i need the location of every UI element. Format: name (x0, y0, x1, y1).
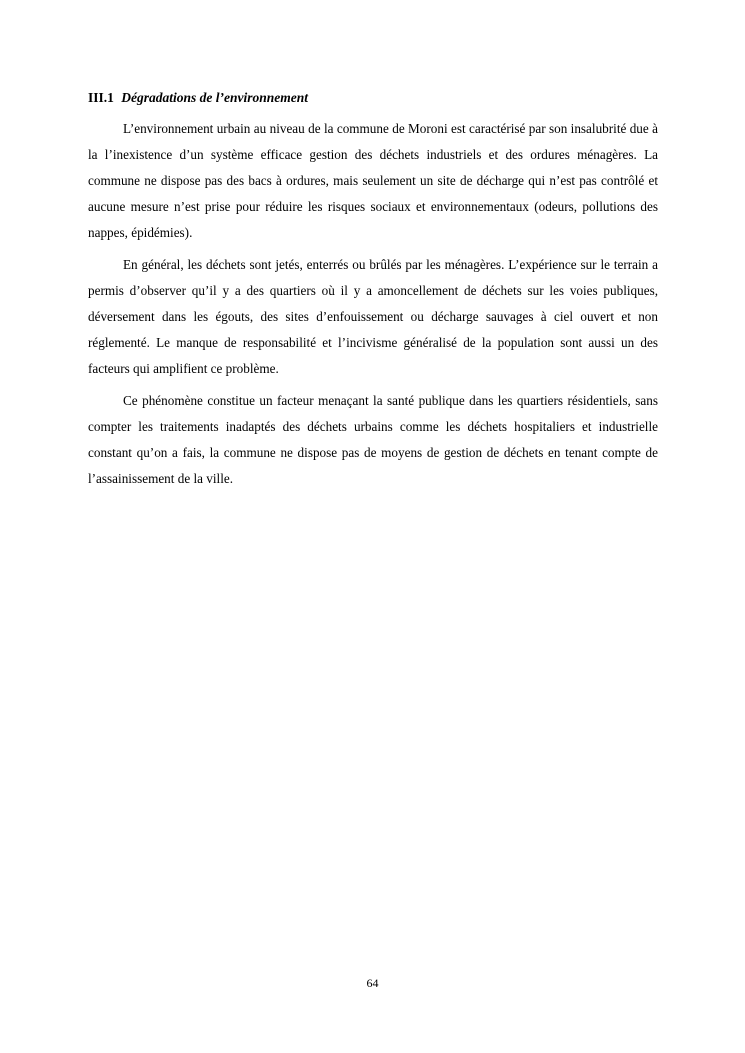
paragraph-3: Ce phénomène constitue un facteur menaçant la santé publique dans les quartiers résidentiels, sans compter les traitements inadaptés des déchets urbains comme les déchets hospitaliers et industrielle constant qu’on a fais, la commune ne dispose pas de moyens de gestion de déchets en tenant compte de l’assainissement de la ville. (88, 393, 658, 486)
section-number: III.1 (88, 90, 114, 105)
section-title: Dégradations de l’environnement (121, 90, 309, 105)
paragraph-2: En général, les déchets sont jetés, enterrés ou brûlés par les ménagères. L’expérience sur le terrain a permis d’observer qu’il y a des quartiers où il y a amoncellement de déchets sur les voies publiques, déversement dans les égouts, des sites d’enfouissement ou décharge sauvages à ciel ouvert et non réglementé. Le manque de responsabilité et l’incivisme généralisé de la population sont aussi un des facteurs qui amplifient ce problème. (88, 257, 658, 376)
document-body (88, 89, 658, 498)
page-number: 64 (366, 976, 379, 990)
paragraph-1: L’environnement urbain au niveau de la commune de Moroni est caractérisé par son insalubrité due à la l’inexistence d’un système efficace gestion des déchets industriels et des ordures ménagères. La commune ne dispose pas des bacs à ordures, mais seulement un site de décharge qui n’est pas contrôlé et aucune mesure n’est prise pour réduire les risques sociaux et environnementaux (odeurs, pollutions des nappes, épidémies). (88, 121, 658, 240)
section-heading (88, 89, 658, 107)
